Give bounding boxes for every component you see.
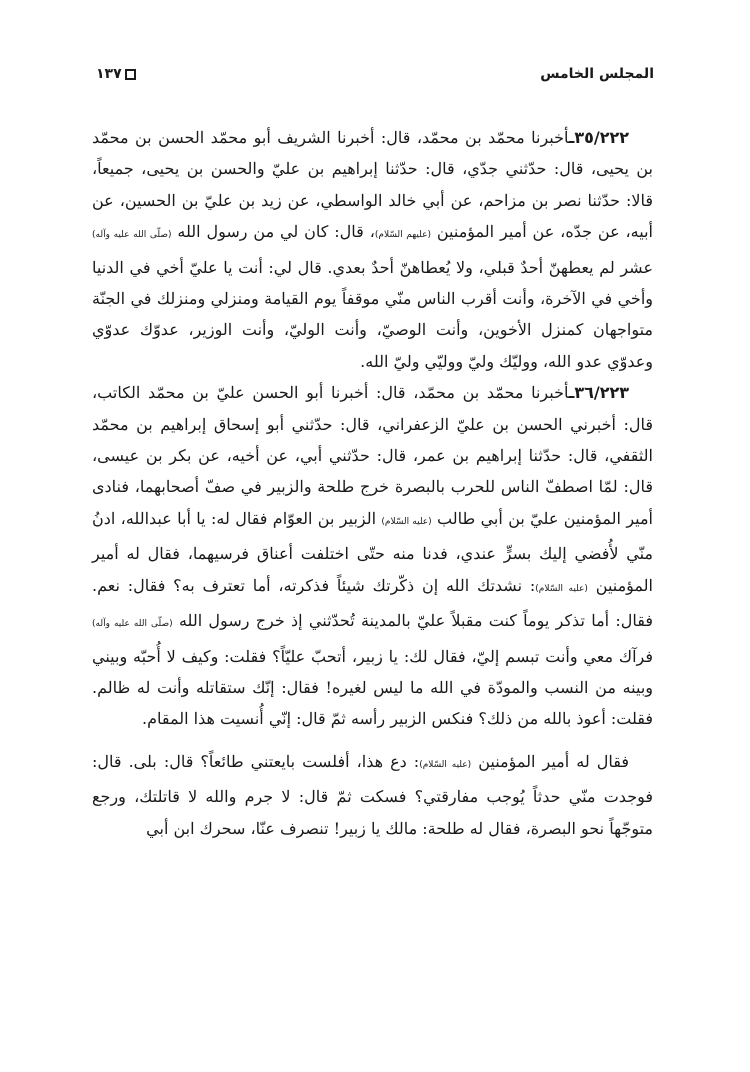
text-segment: فرآك معي وأنت تبسم إليّ، فقال لك: يا زبير، أتحبّ عليّاً؟ فقلت: وكيف لا أُحبّه وبيني وبينه من النسب والمودّة في الله ما ليس لغيره! فقال: إنّك ستقاتله وأنت له ظالم. فقلت: أعوذ بالله من ذلك؟ فنكس الزبير رأسه ثمّ قال: إنّي أُنسيت هذا المقام. bbox=[92, 646, 653, 729]
page-header bbox=[96, 60, 654, 88]
hadith-number: ٣٥/٢٢٢ bbox=[574, 128, 629, 147]
honorific: (عليهم السّلام) bbox=[374, 230, 431, 241]
chapter-title: المجلس الخامس bbox=[540, 66, 654, 82]
hadith-paragraph-1 bbox=[92, 122, 653, 377]
hadith-paragraph-3 bbox=[92, 746, 653, 844]
honorific: (صلّى الله عليه وآله) bbox=[92, 619, 173, 630]
body-text bbox=[92, 122, 653, 844]
text-segment: : نشدتك الله إن ذكّرتك شيئاً فذكرته، أما تعترف به؟ فقال: نعم. فقال: أما تذكر يوماً كنت مقبلاً عليّ بالمدينة تُحدّثني إذ خرج رسول الله bbox=[92, 575, 653, 631]
hadith-number: ٣٦/٢٢٣ bbox=[574, 383, 629, 403]
honorific: (عليه السّلام) bbox=[535, 583, 588, 594]
text-segment: فقال له أمير المؤمنين bbox=[471, 751, 629, 771]
text-segment: الزبير بن العوّام فقال له: يا أبا عبدالله، ادنُ منّي لأُفضي إليك بسرٍّ عندي، فدنا منه حتّى اختلفت أعناق فرسيهما، فقال له أمير المؤمنين bbox=[92, 508, 654, 595]
hadith-dash: ـ bbox=[568, 383, 575, 403]
text-segment: ، قال: كان لي من رسول الله bbox=[171, 222, 375, 242]
page-number-group bbox=[96, 66, 136, 82]
text-segment: أخبرنا محمّد بن محمّد، قال: أخبرنا أبو الحسن عليّ بن محمّد الكاتب، قال: أخبرني الحسن بن عليّ الزعفراني، قال: حدّثني أبو إسحاق إبراهيم بن محمّد الثقفي، قال: حدّثنا إبراهيم بن عمر، قال: حدّثني أبي، عن أخيه، عن بكر بن عيسى، قال: لمّا اصطفّ الناس للحرب بالبصرة خرج طلحة والزبير في صفّ أصحابهما، فنادى أمير المؤمنين عليّ بن أبي طالب bbox=[92, 383, 653, 528]
paragraph-gap bbox=[92, 735, 653, 746]
honorific: (عليه السّلام) bbox=[381, 516, 432, 527]
square-icon bbox=[125, 69, 136, 80]
text-segment: أخبرنا محمّد بن محمّد، قال: أخبرنا الشريف أبو محمّد الحسن بن محمّد بن يحيى، قال: حدّثني جدّي، قال: حدّثنا إبراهيم بن عليّ والحسن بن يحيى، جميعاً، قالا: حدّثنا نصر بن مزاحم، عن أبي خالد الواسطي، عن زيد بن عليّ بن الحسين، عن أبيه، عن جدّه، عن أمير المؤمنين bbox=[92, 128, 653, 242]
text-segment: عشر لم يعطهنّ أحدٌ قبلي، ولا يُعطاهنّ أحدٌ بعدي. قال لي: أنت يا عليّ أخي في الدنيا وأخي في الآخرة، وأنت أقرب الناس منّي موقفاً يوم القيامة ومنزلي ومنزلك في الجنّة متواجهان كمنزل الأخوين، وأنت الوصيّ، وأنت الوليّ، وأنت الوزير، عدوّك عدوّي وعدوّي عدو الله، ووليّك وليّ ووليّي وليّ الله. bbox=[92, 257, 653, 371]
hadith-dash: ـ bbox=[568, 128, 575, 147]
honorific: (عليه السّلام) bbox=[419, 759, 472, 770]
hadith-paragraph-2 bbox=[92, 377, 653, 734]
honorific: (صلّى الله عليه وآله) bbox=[92, 230, 172, 241]
text-segment: : دع هذا، أفلست بايعتني طائعاً؟ قال: بلى. قال: فوجدت منّي حدثاً يُوجب مفارقتي؟ فسكت ثمّ قال: لا جرم والله لا قاتلتك، ورجع متوجّهاً نحو البصرة، فقال له طلحة: مالك يا زبير! تنصرف عنّا، سحرك ابن أبي bbox=[92, 751, 653, 838]
page-number: ١٣٧ bbox=[96, 66, 122, 82]
